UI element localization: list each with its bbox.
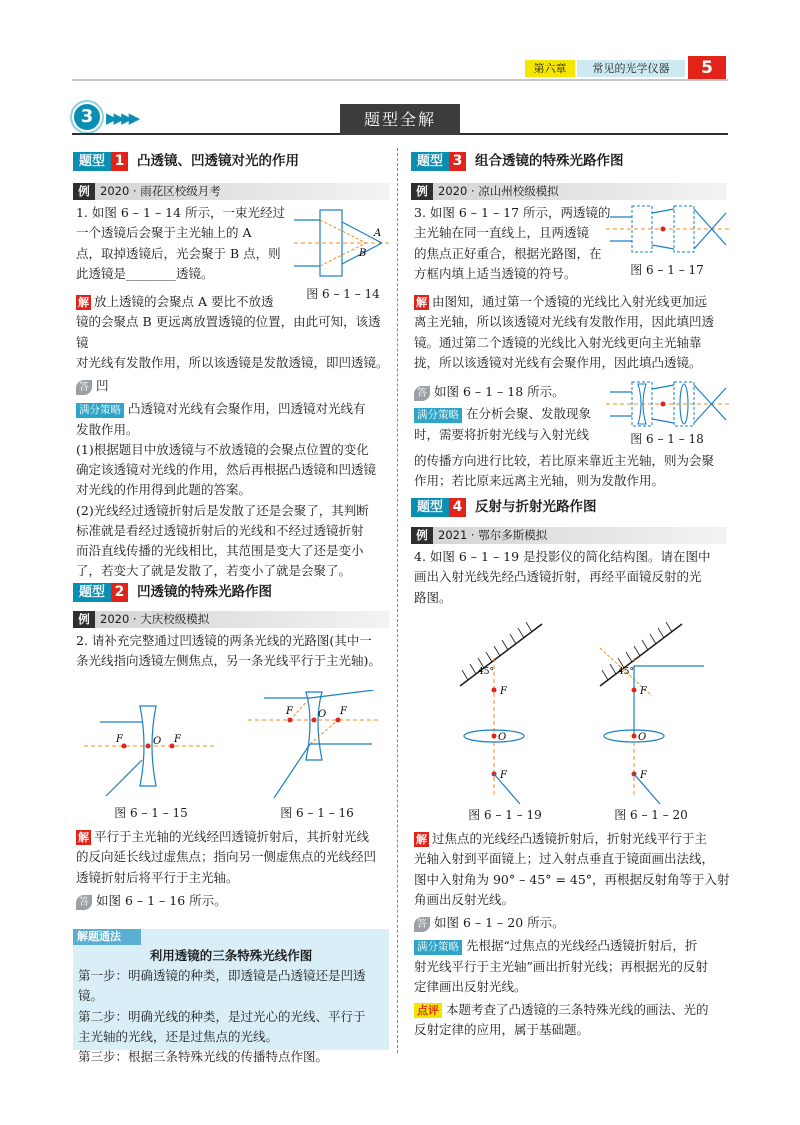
question-line: 一个透镜后会聚于主光轴上的 A <box>76 225 252 241</box>
question-3 <box>414 203 614 284</box>
focus-label: F <box>116 734 123 745</box>
figure-caption: 图 6 – 1 – 16 <box>280 806 354 820</box>
figure-6-1-18 <box>606 380 730 430</box>
focus-label: F <box>286 706 293 717</box>
example-4-source <box>411 527 727 544</box>
topic-number: 1 <box>111 152 128 171</box>
comment-tag: 点评 <box>414 1003 442 1018</box>
section-title: 题型全解 <box>340 104 460 135</box>
example-3-source <box>411 183 727 200</box>
question-line: 3. 如图 6 – 1 – 17 所示，两透镜的 <box>414 205 611 220</box>
solution-line: 对光线有发散作用，所以该透镜是发散透镜，即凹透镜。 <box>76 354 389 370</box>
figure-caption: 图 6 – 1 – 15 <box>114 806 188 820</box>
question-line: 点，取掉透镜后，光会聚于 B 点，则 <box>76 245 281 261</box>
topic-number: 3 <box>449 152 466 171</box>
topic-label: 题型 <box>411 152 449 171</box>
solution-line: 由图知，通过第一个透镜的光线比入射光线更加远 <box>432 294 708 309</box>
question-line: 方框内填上适当透镜的符号。 <box>414 265 577 281</box>
method-step: 主光轴的光线，还是过焦点的光线。 <box>78 1028 279 1044</box>
strategy-tag: 满分策略 <box>76 403 124 418</box>
method-step: 第一步：明确透镜的种类，即透镜是凸透镜还是凹透镜。 <box>78 968 366 1004</box>
example-source: 2020 · 凉山州校级模拟 <box>438 184 559 199</box>
solution-line: 平行于主光轴的光线经凹透镜折射后，其折射光线 <box>94 829 370 844</box>
topic-4-heading <box>411 497 597 518</box>
solution-tag: 解 <box>78 831 89 844</box>
solution-line: 过焦点的光线经凸透镜折射后，折射光线平行于主 <box>432 831 708 846</box>
example-tag: 例 <box>73 611 95 628</box>
focus-label: F <box>500 770 507 781</box>
topic-name: 凹透镜的特殊光路作图 <box>137 583 273 600</box>
solution-line: 图中入射角为 90° – 45° = 45°，再根据反射角等于入射 <box>414 871 730 887</box>
figure-6-1-15 <box>80 702 216 796</box>
figure-6-1-19 <box>446 618 558 804</box>
strategy-line: 作用；若比原来远离主光轴，则为发散作用。 <box>414 473 665 489</box>
answer-tag: 答 <box>76 895 92 910</box>
example-1-source <box>73 183 389 200</box>
answer-text: 如图 6 – 1 – 16 所示。 <box>96 892 227 908</box>
focus-label: F <box>340 706 347 717</box>
question-line: 2. 请补充完整通过凹透镜的两条光线的光路图(其中一 <box>76 633 372 648</box>
topic-label: 题型 <box>411 498 449 517</box>
topic-name: 凸透镜、凹透镜对光的作用 <box>137 152 300 169</box>
figure-caption: 图 6 – 1 – 17 <box>630 263 704 277</box>
solution-line: 镜的会聚点 B 更远离放置透镜的位置，由此可知，该透镜 <box>76 314 381 350</box>
center-label: O <box>318 709 327 720</box>
strategy-line: 了，若变大了就是发散了，若变小了就是会聚了。 <box>76 563 352 579</box>
example-tag: 例 <box>411 183 433 200</box>
strategy-line: 确定该透镜对光线的作用，然后再根据凸透镜和凹透镜 <box>76 462 377 477</box>
figure-caption: 图 6 – 1 – 18 <box>630 432 704 446</box>
topic-2-heading <box>73 582 272 603</box>
question-1 <box>76 203 298 284</box>
angle-label: 45° <box>618 667 634 677</box>
strategy-line: 发散作用。 <box>76 421 139 437</box>
example-2-source <box>73 611 389 628</box>
arrow-icon: ▶▶▶▶ <box>106 109 137 127</box>
solution-line: 透镜折射后将平行于主光轴。 <box>76 869 239 885</box>
example-source: 2021 · 鄂尔多斯模拟 <box>438 528 548 543</box>
point-b-label: B <box>359 248 367 259</box>
solution-tag: 解 <box>416 833 427 846</box>
strategy-line: 先根据“过焦点的光线经凸透镜折射后，折 <box>466 938 698 954</box>
strategy-line: 定律画出反射光线。 <box>414 978 527 994</box>
focus-label: F <box>174 734 181 745</box>
example-tag: 例 <box>73 183 95 200</box>
answer-tag: 答 <box>414 917 430 932</box>
point-a-label: A <box>374 228 382 239</box>
strategy-line: 凸透镜对光线有会聚作用，凹透镜对光线有 <box>128 401 366 417</box>
solution-tag: 解 <box>416 296 427 309</box>
question-line: 条光线指向透镜左侧焦点，另一条光线平行于主光轴)。 <box>76 653 381 669</box>
topic-1-heading <box>73 151 299 172</box>
strategy-line: (2)光线经过透镜折射后是发散了还是会聚了，其判断 <box>76 502 369 518</box>
figure-caption: 图 6 – 1 – 19 <box>468 808 542 822</box>
solution-line: 拢，所以该透镜对光线有会聚作用，因此填凸透镜。 <box>414 354 702 370</box>
solution-line: 的反向延长线过虚焦点；指向另一侧虚焦点的光线经凹 <box>76 849 377 865</box>
solution-line: 角画出反射光线。 <box>414 891 515 907</box>
solution-2 <box>76 827 392 911</box>
method-step: 第二步：明确光线的种类，是过光心的光线、平行于 <box>78 1008 366 1024</box>
topic-number: 2 <box>111 583 128 602</box>
method-box-title: 利用透镜的三条特殊光线作图 <box>149 948 313 963</box>
strategy-line: 的传播方向进行比较，若比原来靠近主光轴，则为会聚 <box>414 453 715 468</box>
figure-6-1-17 <box>606 203 730 259</box>
topic-3-heading <box>411 151 624 172</box>
strategy-line: 而沿直线传播的光线相比，其范围是变大了还是变小 <box>76 543 364 558</box>
question-2 <box>76 631 392 672</box>
example-source: 2020 · 雨花区校级月考 <box>100 184 221 199</box>
topic-label: 题型 <box>73 152 111 171</box>
chapter-label: 第六章 <box>525 60 575 77</box>
solution-line: 光轴入射到平面镜上；过入射点垂直于镜面画出法线， <box>414 851 715 867</box>
question-line: 4. 如图 6 – 1 – 19 是投影仪的简化结构图。请在图中 <box>414 549 711 564</box>
solution-tag: 解 <box>78 296 89 309</box>
solution-1 <box>76 292 392 582</box>
header-rule <box>72 79 728 81</box>
strategy-line: 射光线平行于主光轴”画出折射光线；再根据光的反射 <box>414 958 708 974</box>
strategy-tag: 满分策略 <box>414 408 462 423</box>
topic-label: 题型 <box>73 583 111 602</box>
focus-label: F <box>640 770 647 781</box>
focus-label: F <box>640 686 647 697</box>
angle-label: 45° <box>478 667 494 677</box>
strategy-line: (1)根据题目中放透镜与不放透镜的会聚点位置的变化 <box>76 441 369 457</box>
method-box-label: 解题通法 <box>73 929 141 945</box>
solution-line: 放上透镜的会聚点 A 要比不放透 <box>94 294 274 309</box>
example-tag: 例 <box>411 527 433 544</box>
question-line: 此透镜是________透镜。 <box>76 265 214 281</box>
column-divider <box>397 148 398 1053</box>
center-label: O <box>498 732 507 743</box>
strategy-tag: 满分策略 <box>414 940 462 955</box>
question-line: 1. 如图 6 – 1 – 14 所示，一束光经过 <box>76 205 286 220</box>
topic-number: 4 <box>449 498 466 517</box>
strategy-line: 在分析会聚、发散现象 <box>466 406 592 422</box>
center-label: O <box>638 732 647 743</box>
question-line: 路图。 <box>414 589 452 605</box>
strategy-line: 标准就是看经过透镜折射后的光线和不经过透镜折射 <box>76 522 364 538</box>
strategy-3-continued <box>414 451 730 492</box>
answer-tag: 答 <box>414 386 430 401</box>
figure-6-1-20 <box>586 618 716 804</box>
topic-name: 反射与折射光路作图 <box>475 498 597 515</box>
answer-text: 如图 6 – 1 – 18 所示。 <box>434 384 565 399</box>
question-4 <box>414 547 730 608</box>
method-step: 第三步：根据三条特殊光线的传播特点作图。 <box>78 1049 329 1064</box>
solution-line: 镜。通过第二个透镜的光线比入射光线更向主光轴靠 <box>414 334 702 350</box>
figure-caption: 图 6 – 1 – 14 <box>306 287 380 301</box>
chapter-title: 常见的光学仪器 <box>577 60 685 77</box>
question-line: 的焦点正好重合，根据光路图，在 <box>414 245 602 261</box>
example-source: 2020 · 大庆校级模拟 <box>100 612 210 627</box>
figure-caption: 图 6 – 1 – 20 <box>614 808 688 822</box>
comment-line: 本题考查了凸透镜的三条特殊光线的画法、光的 <box>446 1002 709 1017</box>
section-number-badge: 3 <box>72 102 102 132</box>
strategy-line: 时，需要将折射光线与入射光线 <box>414 426 590 442</box>
solution-line: 离主光轴，所以该透镜对光线有发散作用，因此填凹透 <box>414 314 715 330</box>
question-line: 主光轴在同一直线上，且两透镜 <box>414 225 590 241</box>
answer-tag: 答 <box>76 380 92 395</box>
answer-3-block <box>414 382 614 445</box>
page-number: 5 <box>688 56 726 80</box>
solution-4 <box>414 829 730 1041</box>
topic-name: 组合透镜的特殊光路作图 <box>475 152 624 169</box>
focus-label: F <box>500 686 507 697</box>
comment-line: 反射定律的应用，属于基础题。 <box>414 1022 590 1038</box>
solution-3 <box>414 292 730 373</box>
strategy-line: 对光线的作用得到此题的答案。 <box>76 482 252 498</box>
figure-6-1-16 <box>244 690 384 798</box>
question-line: 画出入射光线先经凸透镜折射，再经平面镜反射的光 <box>414 569 702 585</box>
center-label: O <box>153 736 162 747</box>
method-box-steps <box>78 966 388 1067</box>
answer-text: 凹 <box>96 378 109 393</box>
answer-text: 如图 6 – 1 – 20 所示。 <box>434 915 565 930</box>
figure-6-1-14 <box>294 206 390 284</box>
